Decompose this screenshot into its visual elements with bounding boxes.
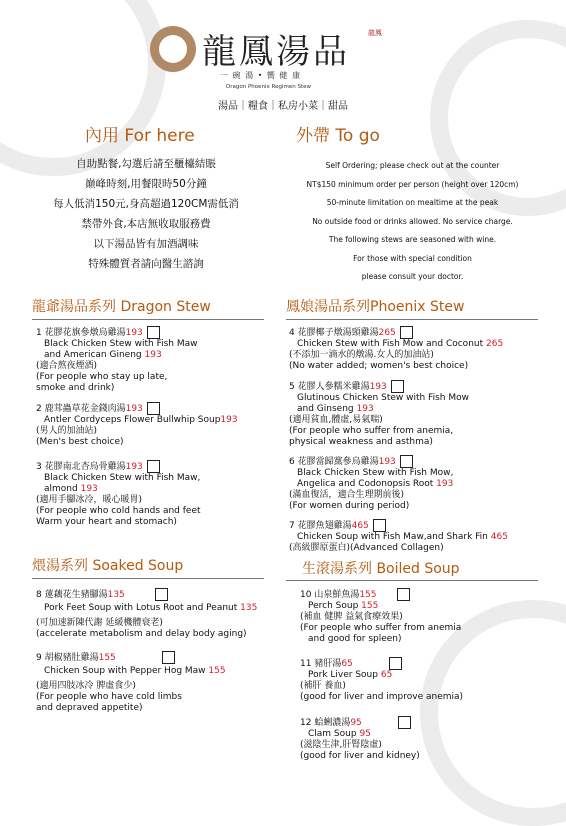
item-note-zh: (補肝 養血)	[300, 681, 346, 691]
order-checkbox[interactable]	[398, 716, 411, 729]
menu-item	[36, 588, 286, 640]
item-note-zh: (可加速新陳代謝 延緩機體衰老)	[36, 618, 163, 628]
item-note-en: (Advanced Collagen)	[350, 543, 444, 553]
item-name-en: Pork Liver Soup	[308, 670, 378, 680]
rule-zh: 巔峰時刻,用餐限時50分鐘	[85, 178, 207, 190]
brand-seal: 龍鳳	[368, 29, 382, 37]
item-note-en: (No water added; women's best choice)	[289, 361, 469, 371]
item-note-en: (For people who cold hands and feet	[36, 506, 201, 516]
item-name-zh: 12 蛤蜊濃湯	[300, 718, 351, 728]
item-note-zh: (滋陰生津,肝腎陰虛)	[300, 740, 382, 750]
item-name-zh: 6 花膠當歸黨參烏雞湯	[289, 457, 379, 467]
rule-zh: 禁帶外食,本店無收取服務費	[81, 218, 211, 230]
item-name-zh: 5 花膠人參糯米雞湯	[289, 382, 370, 392]
item-note-zh: (適用手腳冰冷，暖心暖胃)	[36, 495, 143, 505]
order-checkbox[interactable]	[400, 455, 413, 468]
rule-zh: 以下湯品皆有加酒調味	[93, 238, 199, 250]
section-divider	[32, 578, 264, 579]
menu-item	[300, 657, 550, 703]
item-note-en: (For people who suffer from anemia	[300, 623, 462, 633]
rule-zh: 自助點餐,勾選后請至櫃檯結賬	[76, 158, 216, 170]
item-price: 193	[80, 484, 98, 494]
item-name-zh: 1 花膠花旗參燉烏雞湯	[36, 328, 126, 338]
to-go-heading: 外帶 To go	[296, 126, 380, 146]
item-note-en: (Men's best choice)	[36, 437, 124, 447]
item-price: 193	[125, 404, 143, 414]
order-checkbox[interactable]	[389, 657, 402, 670]
item-name-en: Pork Feet Soup with Lotus Root and Peanut	[44, 603, 238, 613]
item-price: 193	[369, 382, 387, 392]
item-name-en: Perch Soup	[308, 601, 359, 611]
item-name-zh: 9 胡椒豬肚雞湯	[36, 653, 99, 663]
section-dragon-stew: 龍爺湯品系列 Dragon Stew	[32, 299, 211, 315]
item-note-zh: (不添加一滴水的燉湯.女人的加油站)	[289, 350, 434, 360]
rule-en: No outside food or drinks allowed. No service charge.	[312, 216, 513, 226]
watermark-top-left	[0, 0, 166, 176]
order-checkbox[interactable]	[162, 651, 175, 664]
order-checkbox[interactable]	[397, 588, 410, 601]
item-note-zh: (適用貧血,體虛,易氣喘)	[289, 415, 383, 425]
item-name-en: Black Chicken Stew with Fish Maw	[44, 339, 198, 349]
item-name-en: Glutinous Chicken Stew with Fish Mow	[297, 393, 469, 403]
item-name-en: Clam Soup	[308, 729, 357, 739]
item-price: 135	[107, 590, 125, 600]
item-price: 155	[359, 590, 377, 600]
section-divider	[286, 319, 538, 320]
item-note-zh: (滿血復活，適合生理期前後)	[289, 490, 405, 500]
item-note-en: and good for spleen)	[308, 634, 402, 644]
menu-item	[300, 716, 550, 762]
brand-name: 龍鳳湯品	[202, 32, 350, 72]
rules-chinese	[30, 156, 262, 276]
item-name-zh: 4 花膠椰子燉湯頸雞湯	[289, 328, 379, 338]
rule-zh: 特殊體質者請向醫生諮詢	[88, 258, 204, 270]
tagline: 一 碗 湯 • 嚮 健 康	[220, 71, 301, 80]
item-price: 265	[378, 328, 396, 338]
item-price: 465	[351, 521, 369, 531]
menu-item	[36, 402, 276, 448]
rule-zh: 每人低消150元,身高超過120CM需低消	[53, 198, 239, 210]
menu-item	[36, 326, 276, 394]
rule-en: The following stews are seasoned with wine.	[328, 235, 497, 244]
order-checkbox[interactable]	[147, 402, 160, 415]
item-price: 193	[144, 350, 162, 360]
brand-logo	[150, 22, 420, 92]
item-name-zh: 2 鹿茸蟲草花金錢肉湯	[36, 404, 126, 414]
item-note-en: (For people who stay up late,	[36, 372, 168, 382]
item-price: 265	[486, 339, 504, 349]
item-price: 465	[490, 532, 508, 542]
item-note-en: (For women during period)	[289, 501, 410, 511]
order-checkbox[interactable]	[147, 326, 160, 339]
order-checkbox[interactable]	[373, 519, 386, 532]
item-name-en: Chicken Soup with Pepper Hog Maw	[44, 666, 206, 676]
item-name-en: Chicken Soup with Fish Maw,and Shark Fin	[297, 532, 488, 542]
rules-english	[280, 161, 545, 291]
section-divider	[32, 319, 264, 320]
item-note-zh: (適用四肢冰冷 脾虛食少)	[36, 681, 136, 691]
item-price: 193	[125, 328, 143, 338]
rule-en: please consult your doctor.	[361, 272, 464, 281]
menu-item	[289, 380, 549, 448]
item-price: 65	[341, 659, 353, 669]
order-checkbox[interactable]	[391, 380, 404, 393]
order-checkbox[interactable]	[400, 326, 413, 339]
item-name-zh: 11 豬肝湯	[300, 659, 342, 669]
item-price: 193	[378, 457, 396, 467]
item-note-en: (For people who have cold limbs	[36, 692, 182, 702]
item-note-en: physical weakness and asthma)	[289, 437, 433, 447]
item-name-zh: 7 花膠魚翅雞湯	[289, 521, 352, 531]
item-name-en: and American Gineng	[44, 350, 142, 360]
item-note-zh: (補血 健脾 益氣食療效果)	[300, 612, 403, 622]
menu-categories: 湯品｜糧食｜私房小菜｜甜品	[218, 101, 348, 112]
item-note-en: (good for liver and improve anemia)	[300, 692, 464, 702]
item-name-en: Angelica and Codonopsis Root	[297, 479, 434, 489]
for-here-heading: 內用 For here	[85, 126, 195, 146]
order-checkbox[interactable]	[155, 588, 168, 601]
menu-item	[36, 651, 286, 714]
menu-item	[289, 455, 549, 512]
rule-en: Self Ordering; please check out at the counter	[325, 161, 500, 170]
section-soaked-soup: 煨湯系列 Soaked Soup	[32, 558, 184, 574]
item-price: 65	[380, 670, 393, 680]
item-name-zh: 3 花膠南北杏烏骨雞湯	[36, 462, 126, 472]
order-checkbox[interactable]	[147, 460, 160, 473]
rule-en: 50-minute limitation on mealtime at the peak	[326, 198, 499, 207]
section-boiled-soup: 生滾湯系列 Boiled Soup	[302, 561, 460, 577]
menu-item	[300, 588, 550, 645]
item-name-zh: 8 蓮藕花生豬腳湯	[36, 590, 108, 600]
item-name-en: Black Chicken Stew with Fish Mow,	[297, 468, 454, 478]
item-name-en: almond	[44, 484, 78, 494]
item-price: 193	[125, 462, 143, 472]
item-price: 155	[98, 653, 116, 663]
menu-item	[36, 460, 276, 528]
item-note-en: and depraved appetite)	[36, 703, 143, 713]
tagline-english: Dragon Phoenix Regimen Stew	[226, 84, 312, 90]
item-price: 95	[350, 718, 362, 728]
item-note-zh: (適合熬夜煙酒)	[36, 361, 98, 371]
item-note-en: (For people who suffer from anemia,	[289, 426, 454, 436]
item-price: 193	[356, 404, 374, 414]
item-price: 193	[436, 479, 454, 489]
section-divider	[286, 580, 538, 581]
section-phoenix-stew: 鳳娘湯品系列Phoenix Stew	[286, 299, 465, 315]
item-price: 135	[240, 603, 258, 613]
item-price: 155	[208, 666, 226, 676]
item-name-en: Black Chicken Stew with Fish Maw,	[44, 473, 201, 483]
item-note-zh: (高級膠原蛋白)	[289, 543, 351, 553]
menu-item	[289, 519, 549, 554]
item-price: 193	[220, 415, 238, 425]
item-name-en: and Ginseng	[297, 404, 354, 414]
item-note-en: smoke and drink)	[36, 383, 115, 393]
item-price: 155	[361, 601, 379, 611]
item-name-zh: 10 山泉鮮魚湯	[300, 590, 360, 600]
phoenix-emblem-icon	[150, 26, 196, 72]
item-note-en: (accelerate metabolism and delay body aging)	[36, 629, 247, 639]
item-name-en: Antler Cordyceps Flower Bullwhip Soup	[44, 415, 221, 425]
item-price: 95	[359, 729, 371, 739]
item-note-zh: (男人的加油站)	[36, 426, 98, 436]
item-note-en: Warm your heart and stomach)	[36, 517, 177, 527]
item-name-en: Chicken Stew with Fish Mow and Coconut	[297, 339, 484, 349]
item-note-en: (good for liver and kidney)	[300, 751, 420, 761]
rule-en: For those with special condition	[353, 253, 472, 263]
menu-item	[289, 326, 549, 372]
rule-en: NT$150 minimum order per person (height over 120cm)	[306, 179, 519, 189]
